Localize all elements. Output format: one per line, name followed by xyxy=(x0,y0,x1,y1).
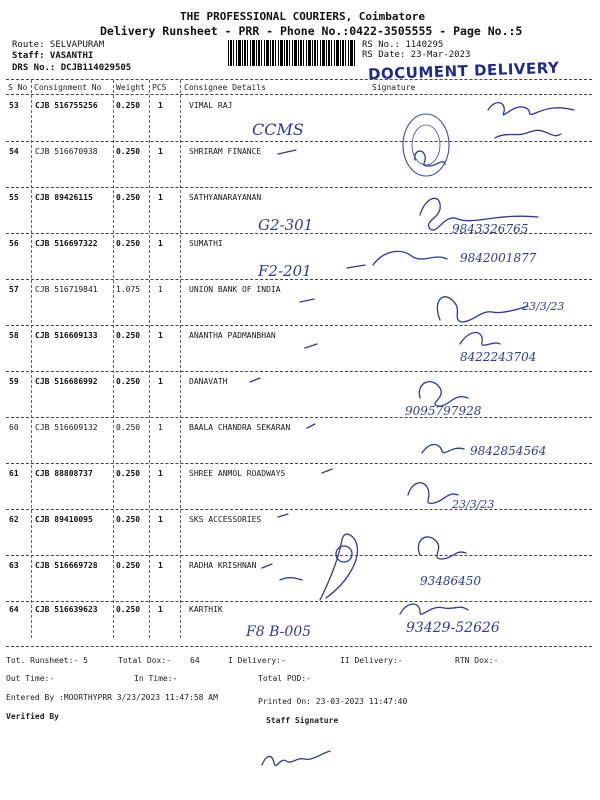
row-pcs: 1 xyxy=(158,147,163,156)
signature-57 xyxy=(437,297,528,322)
row-consignee: SKS ACCESSORIES xyxy=(189,515,262,524)
col-consignee: Consignee Details xyxy=(184,83,266,92)
row-sno: 56 xyxy=(9,239,19,248)
row-consignment: CJB 516609132 xyxy=(35,423,98,432)
runsheet-subtitle: Delivery Runsheet - PRR - Phone No.:0422-3505555 - Page No.:5 xyxy=(100,24,523,38)
rs-date: RS Date: 23-Mar-2023 xyxy=(362,50,471,60)
in-time: In Time:- xyxy=(134,674,178,683)
row-consignee: DANAVATH xyxy=(189,377,228,386)
staff-label: Staff: VASANTHI xyxy=(12,51,94,61)
round-seal-inner xyxy=(412,125,440,165)
row-weight: 0.250 xyxy=(116,193,141,202)
tick-63 xyxy=(262,564,272,568)
row-weight: 0.250 xyxy=(116,101,141,110)
tick-58 xyxy=(305,344,317,348)
row-consignment: CJB 516609133 xyxy=(35,331,98,340)
row-pcs: 1 xyxy=(158,285,163,294)
row-consignment: CJB 516670938 xyxy=(35,147,98,156)
out-time: Out Time:- xyxy=(6,674,55,683)
col-sno: S No xyxy=(8,83,28,92)
row-consignment: CJB 89410095 xyxy=(35,515,93,524)
signature-64 xyxy=(400,604,468,614)
row-weight: 0.250 xyxy=(116,561,141,570)
row-pcs: 1 xyxy=(158,331,163,340)
row-sno: 59 xyxy=(9,377,19,386)
tot-runsheet: Tot. Runsheet:- 5 xyxy=(6,656,88,665)
scribble-62 xyxy=(320,534,357,600)
row-sno: 55 xyxy=(9,193,19,202)
note-56: F2-201 xyxy=(258,262,312,280)
tick-59 xyxy=(250,378,260,382)
row-consignee: SATHYANARAYANAN xyxy=(189,193,262,202)
row-pcs: 1 xyxy=(158,239,163,248)
signature-60 xyxy=(422,445,464,454)
rtn-dox: RTN Dox:- xyxy=(455,656,499,665)
signature-58 xyxy=(460,333,500,346)
phone-55: 9843326765 xyxy=(452,222,529,236)
staff-signature-label: Staff Signature xyxy=(266,716,339,725)
row-consignee: SUMATHI xyxy=(189,239,223,248)
signature-53b xyxy=(495,130,561,138)
tick-62 xyxy=(278,514,288,517)
row-pcs: 1 xyxy=(158,101,163,110)
i-delivery: I Delivery:- xyxy=(228,656,286,665)
phone-59: 9095797928 xyxy=(405,404,482,418)
note-53: CCMS xyxy=(252,120,304,139)
ii-delivery: II Delivery:- xyxy=(340,656,403,665)
row-sno: 58 xyxy=(9,331,19,340)
row-consignment: CJB 516686992 xyxy=(35,377,98,386)
row-consignment: CJB 516639623 xyxy=(35,605,98,614)
row-consignee: RADHA KRISHNAN xyxy=(189,561,257,570)
row-sno: 53 xyxy=(9,101,19,110)
row-sno: 63 xyxy=(9,561,19,570)
row-sno: 60 xyxy=(9,423,19,432)
col-consignment: Consignment No xyxy=(34,83,102,92)
tick-60 xyxy=(307,424,315,428)
row-pcs: 1 xyxy=(158,469,163,478)
col-pcs: PCS xyxy=(152,83,167,92)
route-label: Route: SELVAPURAM xyxy=(12,40,105,50)
phone-64: 93429-52626 xyxy=(406,620,500,636)
row-pcs: 1 xyxy=(158,515,163,524)
drs-number: DRS No.: DCJB114029505 xyxy=(12,63,132,73)
row-weight: 0.250 xyxy=(116,147,141,156)
scribble-63 xyxy=(280,578,302,580)
row-consignee: SHREE ANMOL ROADWAYS xyxy=(189,469,286,478)
tick-54 xyxy=(278,150,296,154)
row-consignee: ANANTHA PADMANBHAN xyxy=(189,331,276,340)
phone-63: 93486450 xyxy=(420,574,482,588)
row-sno: 64 xyxy=(9,605,19,614)
signature-54 xyxy=(415,151,445,166)
round-seal xyxy=(403,114,449,176)
row-weight: 0.250 xyxy=(116,331,141,340)
row-consignment: CJB 516719841 xyxy=(35,285,98,294)
note-64: F8 B-005 xyxy=(246,624,312,640)
row-consignee: KARTHIK xyxy=(189,605,223,614)
row-sno: 62 xyxy=(9,515,19,524)
printed-on: Printed On: 23-03-2023 11:47:40 xyxy=(258,697,408,706)
total-dox-label: Total Dox:- xyxy=(118,656,171,665)
row-consignment: CJB 516755256 xyxy=(35,101,98,110)
col-signature: Signature xyxy=(372,83,416,92)
phone-60: 9842854564 xyxy=(470,444,547,458)
row-weight: 0.250 xyxy=(116,423,141,432)
col-weight: Weight xyxy=(116,83,145,92)
row-consignee: UNION BANK OF INDIA xyxy=(189,285,281,294)
signature-61 xyxy=(408,483,458,504)
row-pcs: 1 xyxy=(158,561,163,570)
row-consignment: CJB 88808737 xyxy=(35,469,93,478)
row-consignment: CJB 516669728 xyxy=(35,561,98,570)
row-sno: 61 xyxy=(9,469,19,478)
document-delivery-stamp: DOCUMENT DELIVERY xyxy=(367,58,560,84)
company-title: THE PROFESSIONAL COURIERS, Coimbatore xyxy=(180,10,426,23)
row-consignee: BAALA CHANDRA SEKARAN xyxy=(189,423,291,432)
row-consignment: CJB 516697322 xyxy=(35,239,98,248)
staff-signature-scribble xyxy=(262,751,330,766)
row-sno: 54 xyxy=(9,147,19,156)
row-pcs: 1 xyxy=(158,423,163,432)
row-weight: 0.250 xyxy=(116,239,141,248)
signature-53 xyxy=(488,103,574,115)
row-weight: 0.250 xyxy=(116,515,141,524)
phone-56: 9842001877 xyxy=(460,251,537,265)
total-pod: Total POD:- xyxy=(258,674,311,683)
tick-56 xyxy=(347,265,365,268)
note-55: G2-301 xyxy=(258,216,314,234)
total-dox-value: 64 xyxy=(190,656,200,665)
signature-62 xyxy=(418,537,466,559)
date-61: 23/3/23 xyxy=(452,498,495,511)
phone-58: 8422243704 xyxy=(460,350,537,364)
row-weight: 0.250 xyxy=(116,469,141,478)
signature-59 xyxy=(419,382,468,407)
row-weight: 0.250 xyxy=(116,605,141,614)
row-weight: 1.075 xyxy=(116,285,141,294)
rs-number: RS No.: 1140295 xyxy=(362,40,444,50)
row-pcs: 1 xyxy=(158,193,163,202)
row-pcs: 1 xyxy=(158,605,163,614)
tick-61 xyxy=(322,469,332,473)
row-consignee: VIMAL RAJ xyxy=(189,101,233,110)
signature-56 xyxy=(373,251,447,265)
entered-by: Entered By :MOORTHYPRR 3/23/2023 11:47:58 AM xyxy=(6,693,218,702)
tick-57 xyxy=(300,299,314,302)
row-consignee: SHRIRAM FINANCE xyxy=(189,147,262,156)
row-sno: 57 xyxy=(9,285,19,294)
date-57: 23/3/23 xyxy=(522,300,565,313)
row-pcs: 1 xyxy=(158,377,163,386)
row-consignment: CJB 89426115 xyxy=(35,193,93,202)
row-weight: 0.250 xyxy=(116,377,141,386)
verified-by: Verified By xyxy=(6,712,59,721)
